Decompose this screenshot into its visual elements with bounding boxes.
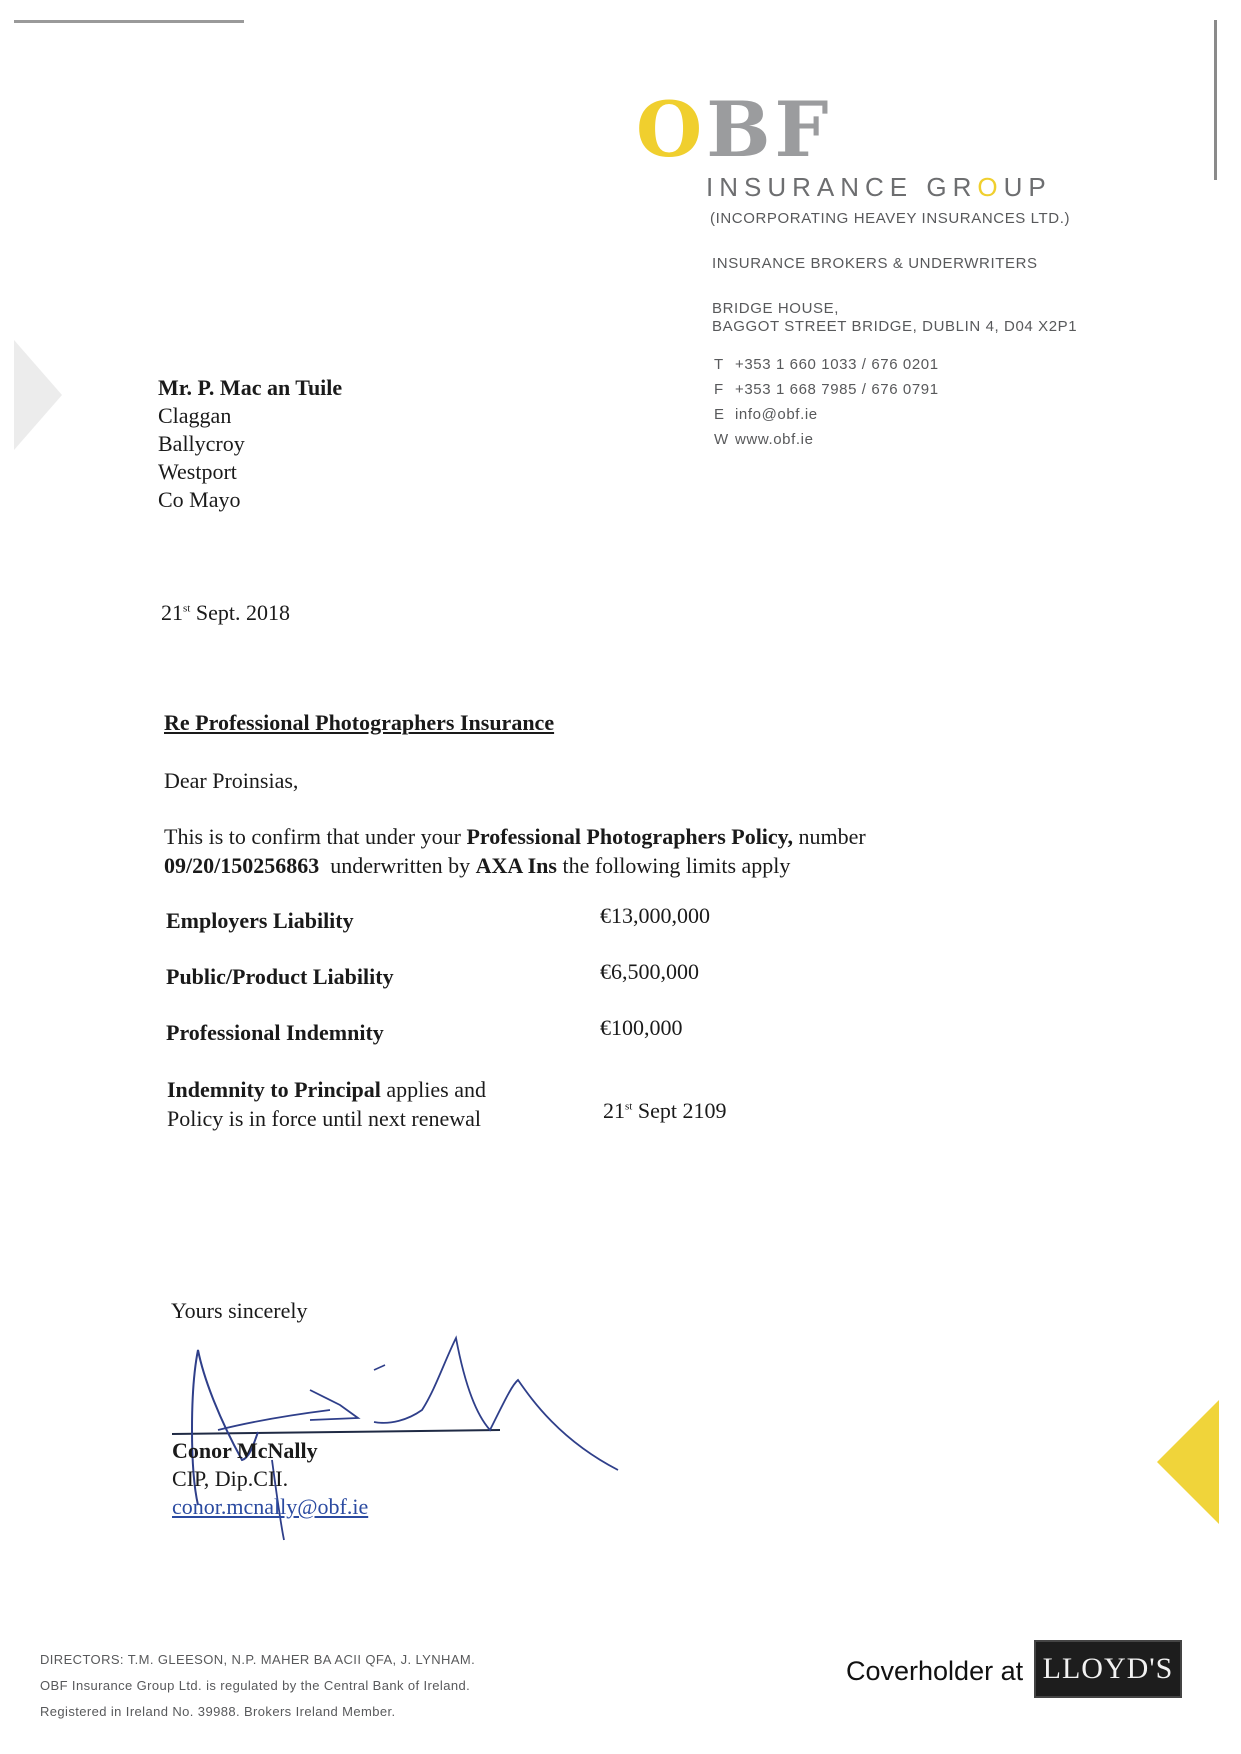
- scan-edge-line: [14, 20, 244, 23]
- limit-value-employers: €13,000,000: [600, 903, 710, 928]
- limit-label-employers: Employers Liability: [166, 908, 354, 933]
- recipient-line: Westport: [158, 459, 237, 484]
- footer-directors: DIRECTORS: T.M. GLEESON, N.P. MAHER BA ACII QFA, J. LYNHAM.: [40, 1652, 476, 1667]
- renewal-date: 21st Sept 2109: [603, 1098, 727, 1123]
- signer-email-link[interactable]: conor.mcnally@obf.ie: [172, 1494, 369, 1519]
- salutation: Dear Proinsias,: [164, 768, 299, 793]
- footer-info: [40, 1647, 475, 1725]
- letter-date: 21st Sept. 2018: [161, 600, 290, 625]
- recipient-line: Claggan: [158, 403, 232, 428]
- signature-line: [172, 1430, 500, 1434]
- subject-line: Re Professional Photographers Insurance: [164, 710, 555, 735]
- limit-value-professional: €100,000: [600, 1015, 683, 1040]
- recipient-line: Co Mayo: [158, 487, 241, 512]
- group-name: INSURANCE GROUP: [706, 172, 1052, 202]
- signer-block: [172, 1437, 368, 1521]
- contact-email: E info@obf.ie: [714, 406, 818, 423]
- body-paragraph: This is to confirm that under your Professional Photographers Policy, number 09/20/150256863 underwritten by AXA Ins the following limits apply: [164, 824, 866, 878]
- renewal-text: Indemnity to Principal applies and Policy is in force until next renewal: [167, 1077, 486, 1131]
- signer-credentials: CIP, Dip.CII.: [172, 1466, 289, 1491]
- limit-label-professional: Professional Indemnity: [166, 1020, 384, 1045]
- recipient-address: [158, 374, 342, 514]
- coverholder-text: Coverholder at: [846, 1656, 1024, 1686]
- tagline: INSURANCE BROKERS & UNDERWRITERS: [712, 255, 1038, 272]
- footer-registered: Registered in Ireland No. 39988. Brokers Ireland Member.: [40, 1704, 396, 1719]
- limit-value-public: €6,500,000: [600, 959, 699, 984]
- signer-name: Conor McNally: [172, 1438, 318, 1463]
- incorporating-line: (INCORPORATING HEAVEY INSURANCES LTD.): [710, 210, 1071, 227]
- scan-edge-line-right: [1214, 20, 1217, 180]
- contact-fax: F +353 1 668 7985 / 676 0791: [714, 381, 939, 398]
- decorative-grey-triangle: [14, 340, 62, 450]
- company-address-line2: BAGGOT STREET BRIDGE, DUBLIN 4, D04 X2P1: [712, 318, 1078, 335]
- limit-label-public: Public/Product Liability: [166, 964, 394, 989]
- obf-logo: OBF: [636, 85, 833, 174]
- lloyds-logo: LLOYD'S: [1034, 1640, 1182, 1698]
- contact-web: W www.obf.ie: [714, 431, 814, 448]
- closing: Yours sincerely: [171, 1298, 308, 1323]
- company-address-line1: BRIDGE HOUSE,: [712, 300, 839, 317]
- recipient-line: Ballycroy: [158, 431, 245, 456]
- decorative-yellow-triangle: [1157, 1400, 1219, 1524]
- recipient-name: Mr. P. Mac an Tuile: [158, 375, 343, 400]
- contact-phone: T +353 1 660 1033 / 676 0201: [714, 356, 939, 373]
- footer-regulated: OBF Insurance Group Ltd. is regulated by the Central Bank of Ireland.: [40, 1678, 471, 1693]
